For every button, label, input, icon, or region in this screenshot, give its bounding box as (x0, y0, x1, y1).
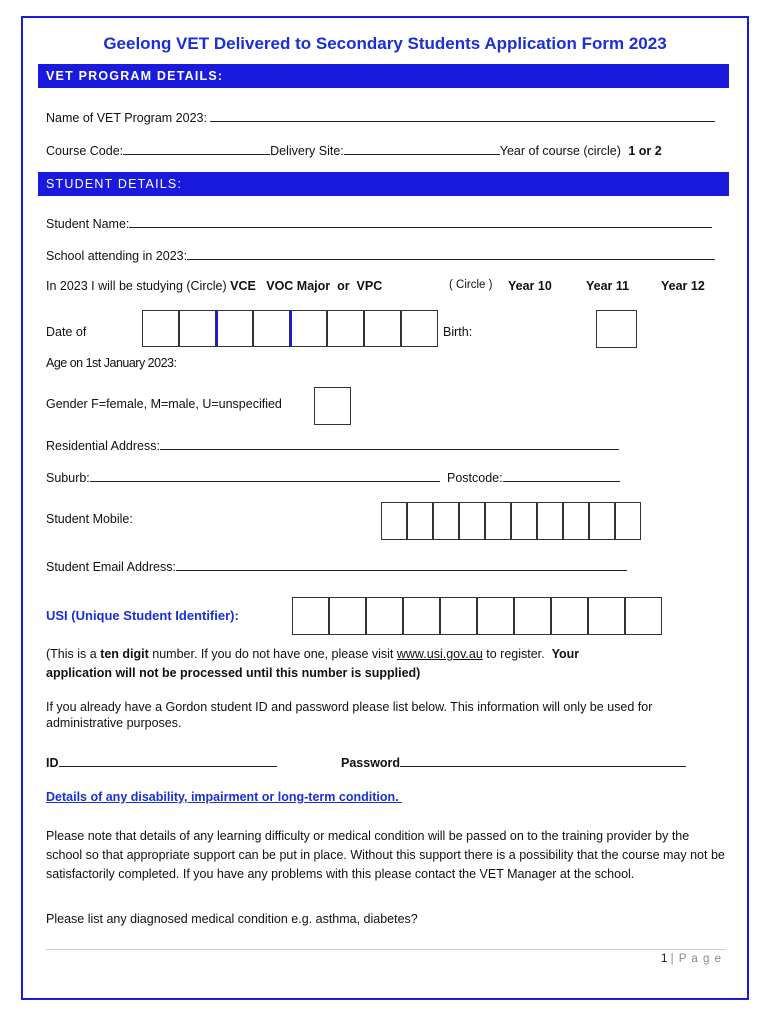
form-title: Geelong VET Delivered to Secondary Students Application Form 2023 (103, 34, 667, 53)
year-12-option[interactable]: Year 12 (661, 279, 705, 293)
disability-heading: Details of any disability, impairment or long-term condition. (46, 790, 403, 804)
address-row (46, 435, 619, 453)
school-label: School attending in 2023: (46, 249, 188, 263)
studying-row (46, 279, 382, 293)
id-label: ID (46, 756, 59, 770)
page-number: 1 (660, 953, 668, 965)
year-of-course-options[interactable]: 1 or 2 (628, 144, 662, 158)
usi-label: USI (Unique Student Identifier): (46, 608, 239, 623)
dob-digit-box[interactable] (142, 310, 179, 347)
usi-note-prefix: (This is a (46, 647, 101, 661)
password-label: Password (341, 756, 401, 770)
postcode-label: Postcode: (447, 471, 503, 485)
footer-divider (46, 949, 726, 950)
usi-warning-2: application will not be processed until this number is supplied) (46, 666, 421, 680)
student-name-row (46, 213, 712, 231)
postcode-field[interactable] (503, 467, 620, 482)
usi-note-end: to register. (482, 647, 552, 661)
dob-digit-box[interactable] (216, 310, 253, 347)
email-label: Student Email Address: (46, 560, 176, 574)
email-field[interactable] (176, 556, 627, 571)
delivery-site-label: Delivery Site: (270, 144, 344, 158)
usi-note-mid: number. If you do not have one, please visit (148, 647, 397, 661)
password-field[interactable] (400, 752, 686, 767)
page-footer (661, 953, 722, 965)
dob-digit-box[interactable] (327, 310, 364, 347)
mobile-digit-box[interactable] (563, 502, 589, 540)
section-header-program: VET PROGRAM DETAILS: (38, 64, 729, 88)
medical-prompt: Please list any diagnosed medical condition e.g. asthma, diabetes? (46, 912, 418, 926)
usi-digit-box[interactable] (366, 597, 403, 635)
year-10-option[interactable]: Year 10 (508, 279, 552, 293)
dob-digit-box[interactable] (290, 310, 327, 347)
id-row (46, 752, 277, 770)
age-box[interactable] (596, 310, 637, 348)
usi-note (46, 645, 726, 683)
usi-digit-box[interactable] (403, 597, 440, 635)
usi-digit-box[interactable] (551, 597, 588, 635)
usi-boxes (292, 597, 662, 635)
dob-digit-box[interactable] (179, 310, 216, 347)
age-label: Age on 1st January 2023: (46, 356, 177, 370)
mobile-digit-box[interactable] (511, 502, 537, 540)
mobile-digit-box[interactable] (537, 502, 563, 540)
gender-label: Gender F=female, M=male, U=unspecified (46, 397, 282, 411)
mobile-digit-box[interactable] (433, 502, 459, 540)
mobile-boxes (381, 502, 641, 540)
program-name-field[interactable] (210, 107, 715, 122)
usi-digit-box[interactable] (625, 597, 662, 635)
usi-link[interactable]: www.usi.gov.au (396, 647, 483, 661)
section-header-student: STUDENT DETAILS: (38, 172, 729, 196)
email-row (46, 556, 627, 574)
dob-digit-box[interactable] (401, 310, 438, 347)
mobile-digit-box[interactable] (589, 502, 615, 540)
delivery-site-field[interactable] (344, 140, 500, 155)
dob-label-left: Date of (46, 325, 87, 339)
usi-digit-box[interactable] (514, 597, 551, 635)
course-code-field[interactable] (123, 140, 270, 155)
gordon-note: If you already have a Gordon student ID and password please list below. This information will only be used for administrative purposes. (46, 700, 653, 730)
dob-boxes (142, 310, 438, 347)
address-label: Residential Address: (46, 439, 160, 453)
usi-note-bold: ten digit (100, 647, 149, 661)
mobile-digit-box[interactable] (485, 502, 511, 540)
usi-digit-box[interactable] (329, 597, 366, 635)
student-name-field[interactable] (129, 213, 712, 228)
id-field[interactable] (59, 752, 277, 767)
program-name-label: Name of VET Program 2023: (46, 111, 207, 125)
course-row (46, 140, 662, 158)
suburb-row (46, 467, 440, 485)
usi-digit-box[interactable] (440, 597, 477, 635)
suburb-label: Suburb: (46, 471, 90, 485)
usi-digit-box[interactable] (477, 597, 514, 635)
school-field[interactable] (187, 245, 715, 260)
mobile-label: Student Mobile: (46, 512, 133, 526)
address-field[interactable] (160, 435, 619, 450)
dob-digit-box[interactable] (253, 310, 290, 347)
program-name-row (46, 107, 715, 125)
usi-warning-1: Your (551, 647, 580, 661)
study-options[interactable]: VCE VOC Major or VPC (230, 279, 383, 293)
disability-note: Please note that details of any learning difficulty or medical condition will be passed on to the training provider by the school so that appropriate support can be put in place. Without this support there is a possibility that the course may not be satisfactorily completed. If you have any problems with this please contact the VET Manager at the school. (46, 829, 725, 881)
mobile-digit-box[interactable] (407, 502, 433, 540)
usi-digit-box[interactable] (292, 597, 329, 635)
dob-digit-box[interactable] (364, 310, 401, 347)
mobile-digit-box[interactable] (381, 502, 407, 540)
password-row (341, 752, 686, 770)
mobile-digit-box[interactable] (459, 502, 485, 540)
student-name-label: Student Name: (46, 217, 130, 231)
year-of-course-label: Year of course (circle) (499, 144, 621, 158)
dob-label-right: Birth: (443, 325, 473, 339)
course-code-label: Course Code: (46, 144, 124, 158)
circle-label: ( Circle ) (449, 279, 493, 291)
page-label: | P a g e (670, 953, 722, 965)
year-11-option[interactable]: Year 11 (586, 279, 630, 293)
gender-box[interactable] (314, 387, 351, 425)
usi-digit-box[interactable] (588, 597, 625, 635)
mobile-digit-box[interactable] (615, 502, 641, 540)
studying-label: In 2023 I will be studying (Circle) (46, 279, 227, 293)
postcode-row (447, 467, 620, 485)
suburb-field[interactable] (90, 467, 440, 482)
school-row (46, 245, 715, 263)
